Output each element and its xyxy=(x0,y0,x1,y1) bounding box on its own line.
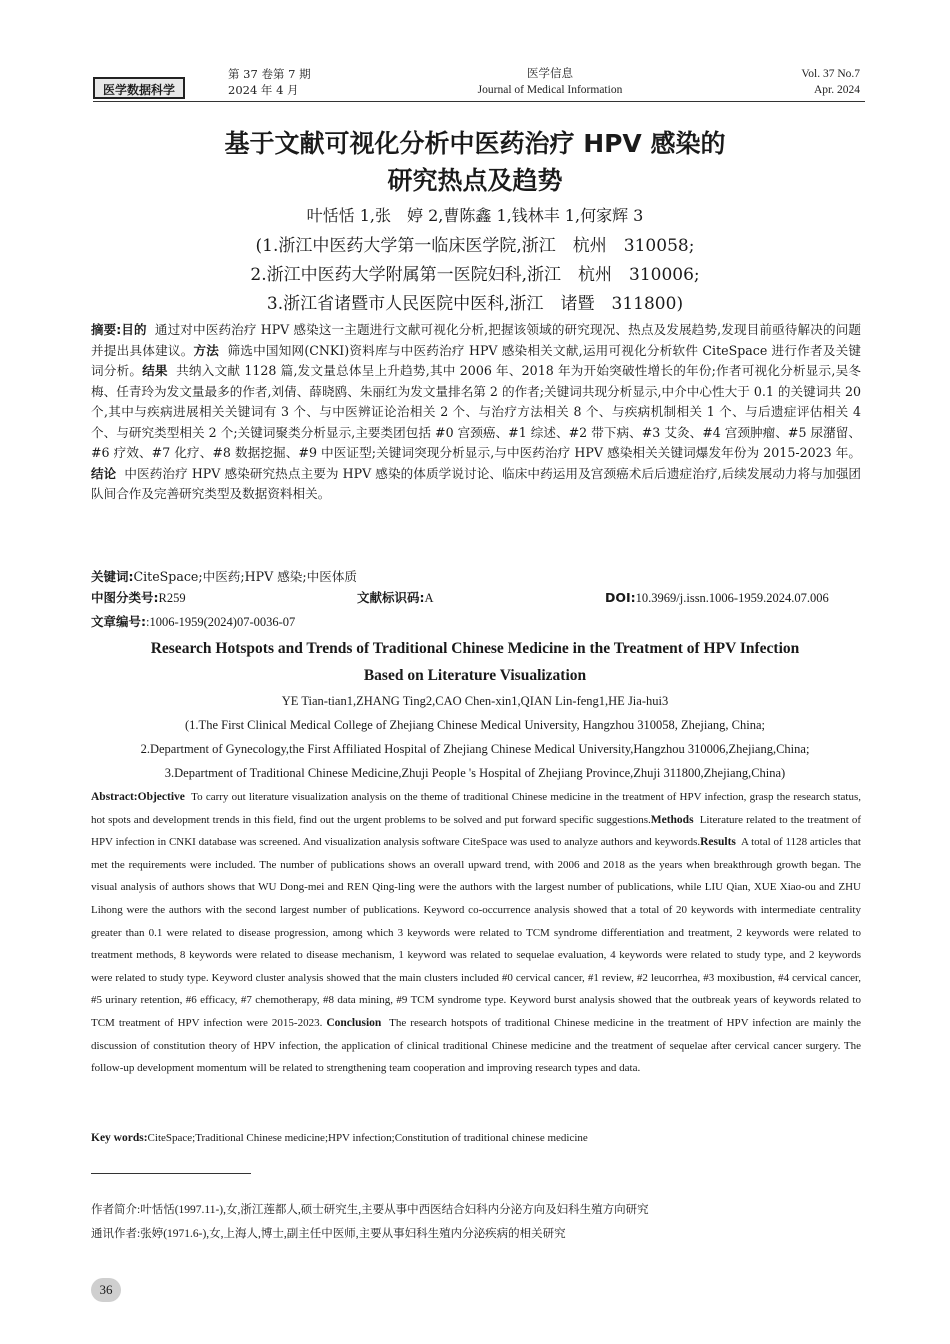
doc-code-value: A xyxy=(424,591,434,605)
objective-cn-text: 通过对中医药治疗 HPV 感染这一主题进行文献可视化分析,把握该领域的研究现况、热点及发展趋势,发现目前亟待解决的问题并提出具体建议。 xyxy=(91,322,861,358)
title-en-line2: Based on Literature Visualization xyxy=(363,667,587,684)
clc-label: 中图分类号: xyxy=(91,590,159,605)
keywords-cn-value: CiteSpace;中医药;HPV 感染;中医体质 xyxy=(133,569,358,584)
abstract-en xyxy=(91,786,861,1080)
authors-cn: 叶恬恬 1,张 婷 2,曹陈鑫 1,钱林丰 1,何家辉 3 xyxy=(306,206,644,225)
journal-name-en: Journal of Medical Information xyxy=(477,84,623,96)
affiliation-cn-1: (1.浙江中医药大学第一临床医学院,浙江 杭州 310058; xyxy=(255,236,695,256)
header-rule xyxy=(93,101,865,102)
results-cn-label: 结果 xyxy=(142,363,168,378)
authors-en: YE Tian-tian1,ZHANG Ting2,CAO Chen-xin1,QIAN Lin-feng1,HE Jia-hui3 xyxy=(281,694,669,708)
header-right xyxy=(740,66,860,98)
footnote-corresponding-author: 通讯作者:张婷(1971.6-),女,上海人,博士,副主任中医师,主要从事妇科生殖内分泌疾病的相关研究 xyxy=(91,1228,566,1240)
clc-value: R259 xyxy=(158,591,186,605)
objective-cn-label: 目的 xyxy=(121,322,147,337)
methods-cn-label: 方法 xyxy=(193,342,219,358)
keywords-en-value: CiteSpace;Traditional Chinese medicine;HPV infection;Constitution of traditional chinese medicine xyxy=(147,1132,588,1144)
document-code xyxy=(357,588,434,608)
abstract-en-label: Abstract: xyxy=(91,791,138,803)
article-number xyxy=(91,612,295,632)
doc-code-label: 文献标识码: xyxy=(357,590,425,605)
header-center xyxy=(400,66,700,98)
affiliation-cn-2: 2.浙江中医药大学附属第一医院妇科,浙江 杭州 310006; xyxy=(250,265,700,285)
results-en-text: A total of 1128 articles that met the requirements were included. The number of publications shows an overall upward trend, with 2006 and 2018 as the years when breakthrough growth began. The visual analysis of authors shows that WU Dong-mei and REN Qing-ling were the authors with the largest number of publications, while LIU Qian, XUE Xiao-ou and ZHU Lihong were the authors with the second largest number of publications. Keyword co-occurrence analysis showed that a total of 20 keywords with intermediate centrality greater than 0.1 were related to disease progression, among which 3 keywords were related to TCM syndrome differentiation and treatment, 2 keywords were related to treatment methods, 8 keywords were related to disease mechanism, 1 keyword was related to sequelae evaluation, 4 keywords were related to study type, and 2 keywords were related to study type. Keyword cluster analysis showed that the main clusters included #0 cervical cancer, #1 review, #2 leucorrhea, #3 moxibustion, #4 cervical cancer, #5 urinary retention, #6 efficacy, #7 chemotherapy, #8 data mining, #9 TCM syndrome type. Keyword burst analysis showed that the outbreak years of keywords related to TCM treatment of HPV infection were 2015-2023. xyxy=(91,836,861,1029)
title-cn-line2: 研究热点及趋势 xyxy=(387,166,563,195)
journal-section-tag: 医学数据科学 xyxy=(93,77,185,99)
title-en-line1: Research Hotspots and Trends of Traditional Chinese Medicine in the Treatment of HPV Infection xyxy=(150,640,800,657)
volume-issue-en: Vol. 37 No.7 xyxy=(801,68,860,80)
clc-number xyxy=(91,588,186,608)
keywords-cn-label: 关键词: xyxy=(91,569,134,584)
results-cn-text: 共纳入文献 1128 篇,发文量总体呈上升趋势,其中 2006 年、2018 年为开始突破性增长的年份;作者可视化分析显示,吴冬梅、任青玲为发文量最多的作者,刘倩、薛晓鸥、朱丽红为发文量排名第 2 的作者;关键词共现分析显示,中介中心性大于 0.1 的关键词共 20 个,其中与疾病进展相关关键词有 3 个、与中医辨证论治相关 2 个、与治疗方法相关 8 个、与疾病机制相关 1 个、与后遗症评估相关 4 个、与研究类型相关 2 个;关键词聚类分析显示,主要类团包括 #0 宫颈癌、#1 综述、#2 带下病、#3 艾灸、#4 宫颈肿瘤、#5 尿潴留、#6 疗效、#7 化疗、#8 数据挖掘、#9 中医证型;关键词突现分析显示,与中医药治疗 HPV 感染相关关键词爆发年份为 2015-2023 年。 xyxy=(91,363,861,460)
conclusion-cn-label: 结论 xyxy=(91,465,117,481)
header-left xyxy=(228,66,378,98)
methods-en-text: Literature related to the treatment of HPV infection in CNKI database was screened. And visualization analysis software CiteSpace was used to analyze authors and keywords. xyxy=(91,813,862,849)
footnote-rule xyxy=(91,1173,251,1174)
volume-issue-cn: 第 37 卷第 7 期 xyxy=(228,67,311,81)
doi-value: 10.3969/j.issn.1006-1959.2024.07.006 xyxy=(635,591,829,605)
article-number-label: 文章编号: xyxy=(91,614,146,629)
conclusion-cn-text: 中医药治疗 HPV 感染研究热点主要为 HPV 感染的体质学说讨论、临床中药运用及宫颈癌术后后遗症治疗,后续发展动力将与加强团队间合作及完善研究类型及数据资料相关。 xyxy=(91,465,861,501)
footnote-author-bio: 作者简介:叶恬恬(1997.11-),女,浙江莲都人,硕士研究生,主要从事中西医结合妇科内分泌方向及妇科生殖方向研究 xyxy=(91,1204,649,1216)
methods-cn-text: 筛选中国知网(CNKI)资料库与中医药治疗 HPV 感染相关文献,运用可视化分析软件 CiteSpace 进行作者及关键词分析。 xyxy=(91,342,861,378)
date-cn: 2024 年 4 月 xyxy=(228,83,299,97)
objective-en-text: To carry out literature visualization analysis on the theme of traditional Chinese medicine in the treatment of HPV infection, grasp the research status, hot spots and development trends in this field, find out the urgent problems to be solved and put forward specific suggestions. xyxy=(91,791,861,826)
affiliation-cn-3: 3.浙江省诸暨市人民医院中医科,浙江 诸暨 311800) xyxy=(266,294,684,314)
title-cn-line1: 基于文献可视化分析中医药治疗 HPV 感染的 xyxy=(224,129,726,158)
methods-en-label: Methods xyxy=(650,813,694,826)
abstract-cn-label: 摘要: xyxy=(91,322,122,337)
abstract-cn xyxy=(91,320,861,505)
results-en-label: Results xyxy=(700,836,736,849)
date-en: Apr. 2024 xyxy=(814,84,860,96)
objective-en-label: Objective xyxy=(137,791,185,803)
doi xyxy=(605,588,829,608)
keywords-cn xyxy=(91,567,861,588)
affiliation-en-2: 2.Department of Gynecology,the First Affiliated Hospital of Zhejiang Chinese Medical University,Hangzhou 310006,Zhejiang,China; xyxy=(140,742,810,756)
journal-name-cn: 医学信息 xyxy=(527,68,573,80)
conclusion-en-label: Conclusion xyxy=(326,1016,382,1029)
keywords-en-label: Key words: xyxy=(91,1132,148,1144)
doi-label: DOI: xyxy=(605,590,636,605)
keywords-en xyxy=(91,1127,861,1150)
affiliation-en-3: 3.Department of Traditional Chinese Medicine,Zhuji People 's Hospital of Zhejiang Province,Zhuji 311800,Zhejiang,China) xyxy=(164,766,786,780)
conclusion-en-text: The research hotspots of traditional Chinese medicine in the treatment of HPV infection are mainly the discussion of constitution theory of HPV infection, the application of clinical traditional Chinese medicine and the treatment of sequelae after cervical cancer surgery. The follow-up development momentum will be related to strengthening team cooperation and improving research types and data. xyxy=(91,1016,861,1075)
page-number: 36 xyxy=(91,1278,121,1302)
article-number-value: :1006-1959(2024)07-0036-07 xyxy=(146,615,296,629)
affiliation-en-1: (1.The First Clinical Medical College of Zhejiang Chinese Medical University, Hangzhou 310058, Zhejiang, China; xyxy=(185,718,765,732)
